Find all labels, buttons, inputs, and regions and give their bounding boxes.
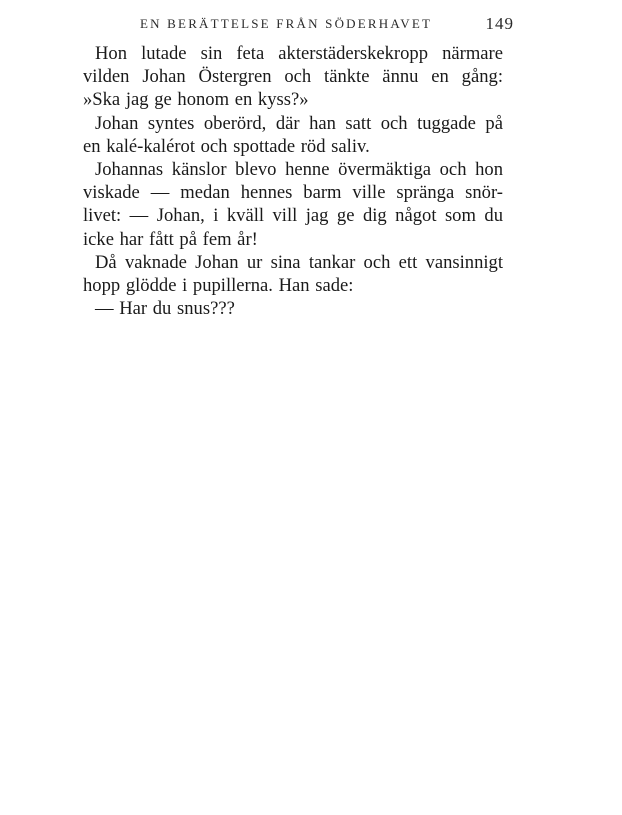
page-number: 149 <box>485 14 514 33</box>
running-header <box>78 14 514 36</box>
body-text <box>83 42 503 320</box>
text-line: en kalé-kalérot och spottade röd saliv. <box>83 135 370 157</box>
text-line: Johan syntes oberörd, där han satt och tuggade på <box>95 112 503 134</box>
text-line: livet: — Johan, i kväll vill jag ge dig något som du <box>83 205 503 227</box>
text-line: vilden Johan Östergren och tänkte ännu en gång: <box>83 66 503 88</box>
text-line: Johannas känslor blevo henne övermäktiga och hon <box>95 159 503 181</box>
text-line: Då vaknade Johan ur sina tankar och ett vansinnigt <box>95 251 503 273</box>
text-line: Hon lutade sin feta akterstäderskekropp närmare <box>95 43 503 64</box>
text-line: icke har fått på fem år! <box>83 228 258 250</box>
text-line: »Ska jag ge honom en kyss?» <box>83 89 309 111</box>
text-line: hopp glödde i pupillerna. Han sade: <box>83 275 354 297</box>
running-title: EN BERÄTTELSE FRÅN SÖDERHAVET <box>140 16 433 31</box>
text-line: — Har du snus??? <box>95 298 235 320</box>
text-line: viskade — medan hennes barm ville spränga snör- <box>83 182 503 204</box>
